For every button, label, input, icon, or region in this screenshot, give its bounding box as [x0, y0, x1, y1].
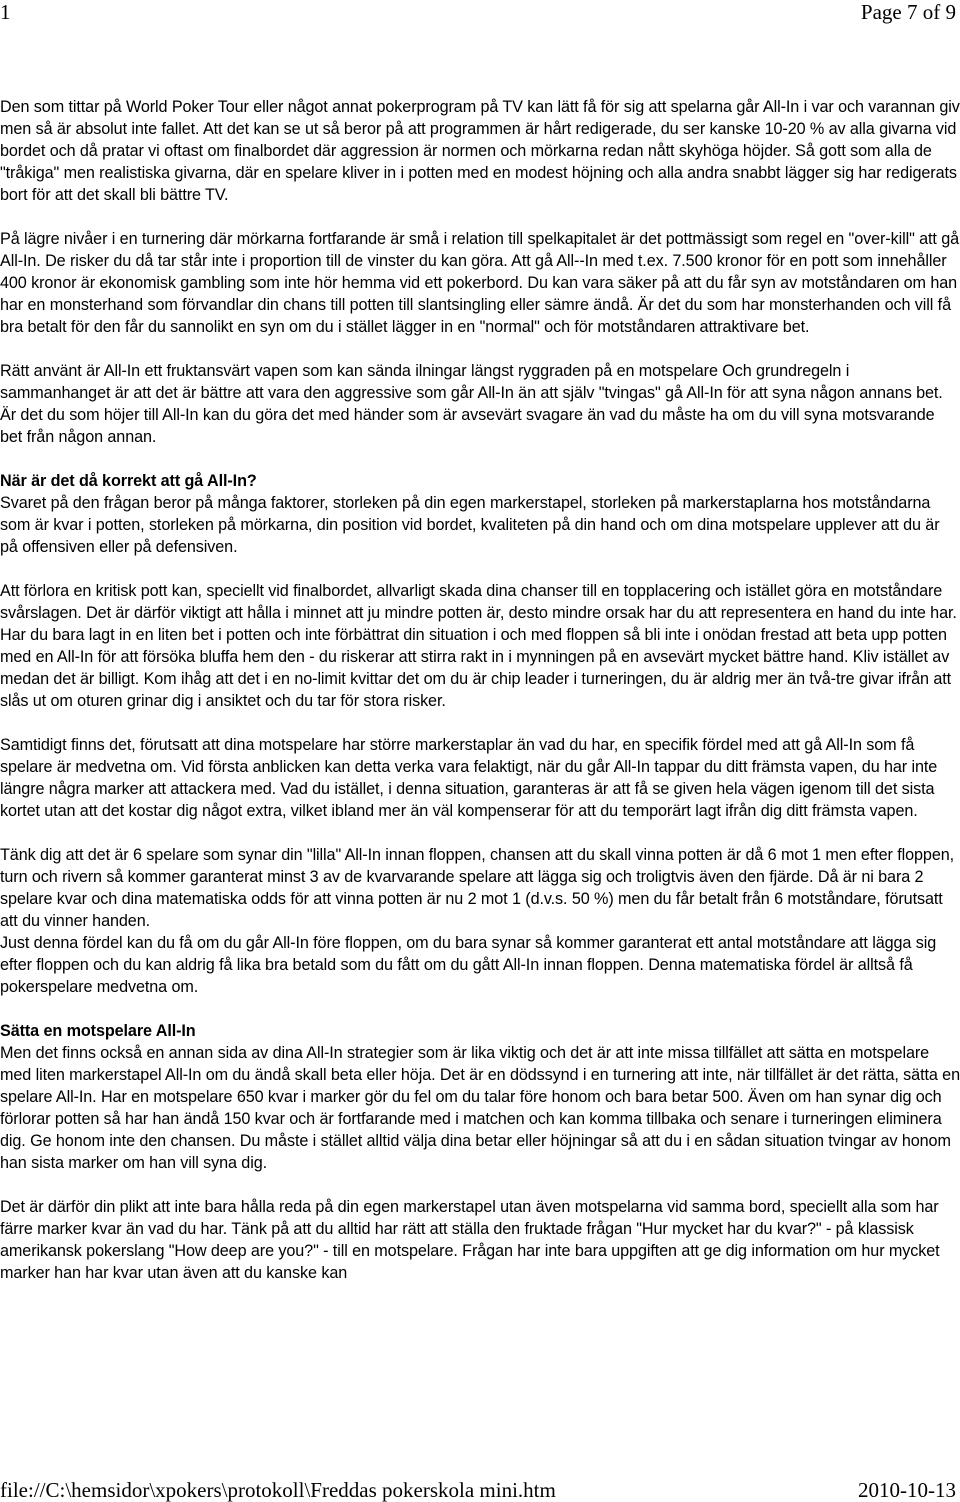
paragraph: Just denna fördel kan du få om du går All-In före floppen, om du bara synar så kommer garanterat ett antal motståndare att lägga sig efter floppen och du kan aldrig få lika bra betald som du fått om du gått All-In innan floppen. Denna matematiska fördel är alltså få pokerspelare medvetna om.: [0, 934, 937, 996]
footer-date: 2010-10-13: [858, 1478, 956, 1502]
document-body: [0, 96, 960, 1284]
paragraph: Det är därför din plikt att inte bara hålla reda på din egen markerstapel utan även motspelarna vid samma bord, speciellt alla som har färre marker kvar än vad du har. Tänk på att du alltid har rätt att ställa den fruktade frågan "Hur mycket har du kvar?" - på klassisk amerikansk pokerslang "How deep are you?" - till en motspelare. Frågan har inte bara uppgiften att ge dig information om hur mycket marker han har kvar utan även att du kanske kan: [0, 1198, 940, 1282]
paragraph: Att förlora en kritisk pott kan, speciellt vid finalbordet, allvarligt skada dina chanser till en topplacering och istället göra en motståndare svårslagen. Det är därför viktigt att hålla i minnet att ju mindre potten är, desto mindre orsak har du att representera en hand du inte har. Har du bara lagt in en liten bet i potten och inte förbättrat din situation i och med floppen så bli inte i onödan frestad att beta upp potten med en All-In för att försöka bluffa hem den - du riskerar att stirra rakt in i mynningen på en avsevärt mycket bättre hand. Kliv istället av medan det är billigt. Kom ihåg att det i en no-limit kvittar det om du är chip leader i turneringen, du är aldrig mer än två-tre givar ifrån att slås ut om oturen grinar dig i ansiktet och du tar för stora risker.: [0, 582, 957, 710]
paragraph: Svaret på den frågan beror på många faktorer, storleken på din egen markerstapel, storleken på markerstaplarna hos motståndarna som är kvar i potten, storleken på mörkarna, din position vid bordet, kvaliteten på din hand och om dina motspelare upplever att du är på offensiven eller på defensiven.: [0, 494, 940, 556]
header-page-index: 1: [0, 0, 11, 24]
header-page-number: Page 7 of 9: [860, 0, 956, 24]
footer-file-path: file://C:\hemsidor\xpokers\protokoll\Freddas pokerskola mini.htm: [0, 1478, 556, 1502]
paragraph: Rätt använt är All-In ett fruktansvärt vapen som kan sända ilningar längst ryggraden på en motspelare Och grundregeln i sammanhanget är att det är bättre att vara den aggressive som går All-In än att själv "tvingas" gå All-In för att syna någon annans bet. Är det du som höjer till All-In kan du göra det med händer som är avsevärt svagare än vad du måste ha om du vill syna motsvarande bet från någon annan.: [0, 362, 943, 446]
paragraph: Tänk dig att det är 6 spelare som synar din "lilla" All-In innan floppen, chansen att du skall vinna potten är då 6 mot 1 men efter floppen, turn och rivern så kommer garanterat minst 3 av de kvarvarande spelare att lägga sig och troligtvis även den fjärde. Då är ni bara 2 spelare kvar och dina matematiska odds för att vinna potten är nu 2 mot 1 (d.v.s. 50 %) men du får betalt från 6 motståndare, förutsatt att du vinner handen.: [0, 846, 955, 930]
paragraph: Den som tittar på World Poker Tour eller något annat pokerprogram på TV kan lätt få för sig att spelarna går All-In i var och varannan giv men så är absolut inte fallet. Att det kan se ut så beror på att programmen är hårt redigerade, du ser kanske 10-20 % av alla givarna vid bordet och då pratar vi oftast om finalbordet där aggression är normen och mörkarna redan nått skyhöga höjder. Så gott som alla de "tråkiga" men realistiska givarna, där en spelare kliver in i potten med en modest höjning och alla andra snabbt lägger sig har redigerats bort för att det skall bli bättre TV.: [0, 98, 960, 204]
paragraph: Samtidigt finns det, förutsatt att dina motspelare har större markerstaplar än vad du har, en specifik fördel med att gå All-In som få spelare är medvetna om. Vid första anblicken kan detta verka vara felaktigt, när du går All-In tappar du ditt främsta vapen, du har inte längre några marker att attackera med. Vad du istället, i denna situation, garanteras är att få se given hela vägen igenom till det sista kortet utan att det kostar dig något extra, vilket ibland mer än väl kompenserar för att du temporärt lagt ifrån dig ditt främsta vapen.: [0, 736, 938, 820]
paragraph: På lägre nivåer i en turnering där mörkarna fortfarande är små i relation till spelkapitalet är det pottmässigt som regel en "over-kill" att gå All-In. De risker du då tar står inte i proportion till de vinster du kan göra. Att gå All--In med t.ex. 7.500 kronor för en pott som innehåller 400 kronor är ekonomisk gambling som inte hör hemma vid ett pokerbord. Du kan vara säker på att du får syn av motståndaren om han har en monsterhand som förvandlar din chans till potten till slantsingling eller sämre ändå. Är det du som har monsterhanden och vill få bra betalt för den får du sannolikt en syn om du i stället lägger in en "normal" och för motståndaren attraktivare bet.: [0, 230, 960, 336]
section-heading-when-all-in: När är det då korrekt att gå All-In?: [0, 472, 257, 490]
section-heading-set-opponent-all-in: Sätta en motspelare All-In: [0, 1022, 196, 1040]
paragraph: Men det finns också en annan sida av dina All-In strategier som är lika viktig och det är att inte missa tillfället att sätta en motspelare med liten markerstapel All-In om du ändå skall beta eller höja. Det är en dödssynd i en turnering att inte, när tillfället är det rätta, sätta en spelare All-In. Har en motspelare 650 kvar i marker gör du fel om du talar före honom och bara betar 500. Även om han synar dig och förlorar potten så har han ändå 150 kvar och är fortfarande med i matchen och kan komma tillbaka och senare i turneringen eliminera dig. Ge honom inte den chansen. Du måste i stället alltid välja dina betar eller höjningar så att du i en sådan situation tvingar av honom han sista marker om han vill syna dig.: [0, 1044, 960, 1172]
